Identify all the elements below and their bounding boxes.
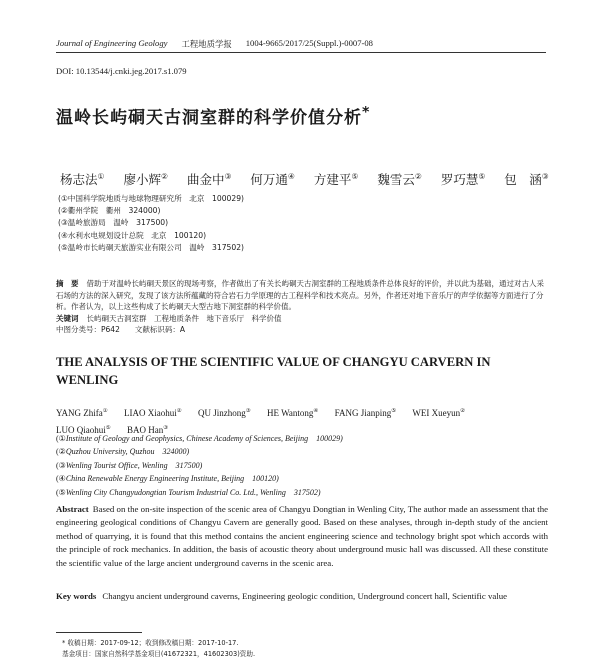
classification-line: 中图分类号：P642 文献标识码：A: [56, 325, 185, 335]
journal-name: Journal of Engineering Geology: [56, 38, 168, 48]
author-en: BAO Han③: [127, 425, 169, 435]
author-en: LUO Qiaohui⑤: [56, 425, 111, 435]
affiliation-en: (⑤Wenling City Changyudongtian Tourism Industrial Co. Ltd., Wenling 317502): [56, 487, 321, 497]
affiliation-en: (④China Renewable Energy Engineering Institute, Beijing 100120): [56, 474, 279, 484]
abstract-label-en: Abstract: [56, 504, 89, 514]
affiliation-cn: (③温岭旅游局 温岭 317500): [58, 218, 169, 228]
doi: DOI: 10.13544/j.cnki.jeg.2017.s1.079: [56, 66, 187, 76]
author-en: FANG Jianping⑤: [334, 408, 397, 418]
abstract-text-en: Based on the on-site inspection of the scenic area of Changyu Dongtian in Wenling City, The author made an assessment that the engineering geological conditions of Changyu Cavern are generally good. Based on these analyses, through in-depth study of the ancient method of quarrying, it is found that this method contains the ancient engineering science and technology bright spot which accords with the principle of rock mechanics. In addition, the basis of acoustic theory about underground music hall was discussed. All these constitute the scientific value of the large ancient underground caverns in the scenic area.: [56, 504, 548, 568]
title-footnote-mark: *: [362, 104, 371, 121]
author-cn: 魏雪云②: [377, 171, 422, 187]
keywords-text-cn: 长屿硐天古洞室群 工程地质条件 地下音乐厅 科学价值: [86, 313, 282, 323]
affiliation-en: (①Institute of Geology and Geophysics, Chinese Academy of Sciences, Beijing 100029): [56, 434, 343, 443]
author-en: HE Wantong④: [267, 408, 319, 418]
author-cn: 杨志法①: [60, 171, 105, 187]
header-rule: [56, 52, 546, 53]
journal-name-cn: 工程地质学报: [181, 39, 232, 49]
author-en: LIAO Xiaohui②: [124, 408, 182, 418]
author-cn: 何万通④: [250, 171, 295, 187]
english-title: THE ANALYSIS OF THE SCIENTIFIC VALUE OF CHANGYU CARVERN IN WENLING: [56, 355, 491, 387]
author-cn: 方建平⑤: [313, 171, 359, 187]
author-cn: 包 涵③: [504, 171, 549, 187]
affiliation-cn: (①中国科学院地质与地球物理研究所 北京 100029): [58, 194, 245, 203]
running-header: [56, 38, 546, 50]
abstract-text-cn: 借助于对温岭长屿硐天景区的现场考察，作者做出了有关长屿硐天古洞室群的工程地质条件总体良好的评价，并以此为基础，通过对古人采石场的方法的深入研究，发现了该方法所蕴藏的符合岩石力学原理的古工程科学和技术亮点。另外，作者还对地下音乐厅的声学依据等方面进行了分析。作者认为，以上这些构成了长屿硐天大型古地下洞室群的科学价值。: [56, 279, 544, 312]
author-cn: 罗巧慧⑤: [440, 171, 486, 187]
affiliation-en: (②Quzhou University, Quzhou 324000): [56, 447, 190, 457]
chinese-keywords: [56, 313, 548, 325]
chinese-authors: [60, 170, 549, 188]
keywords-text-en: Changyu ancient underground caverns, Engineering geologic condition, Underground concert hall, Scientific value: [102, 591, 508, 601]
footnote-dates: * 收稿日期：2017-09-12；收到修改稿日期：2017-10-17.: [62, 639, 239, 647]
author-en: QU Jinzhong③: [198, 408, 251, 418]
footnote-fund: 基金项目：国家自然科学基金项目(41672321，41602303)资助.: [62, 650, 256, 658]
affiliation-en: (③Wenling Tourist Office, Wenling 317500): [56, 460, 203, 470]
affiliation-cn: (②衢州学院 衢州 324000): [58, 206, 161, 216]
chinese-title: [56, 103, 370, 128]
footnote-rule: [56, 632, 142, 633]
author-cn: 曲金中③: [186, 171, 232, 187]
english-abstract: [56, 503, 548, 570]
affiliation-cn: (④水利水电规划设计总院 北京 100120): [58, 230, 207, 240]
issn: 1004-9665/2017/25(Suppl.)-0007-08: [245, 38, 373, 48]
author-cn: 廖小辉②: [123, 171, 168, 187]
chinese-affiliations: [58, 193, 244, 254]
english-keywords: [56, 590, 548, 603]
footnote: [62, 638, 255, 660]
english-affiliations: [56, 432, 343, 499]
author-en: YANG Zhifa①: [56, 408, 108, 418]
keywords-label-en: Key words: [56, 591, 97, 601]
chinese-title-text: 温岭长屿硐天古洞室群的科学价值分析: [56, 108, 362, 128]
chinese-abstract: [56, 278, 548, 313]
abstract-label-cn: 摘 要: [56, 279, 79, 288]
keywords-label-cn: 关键词: [56, 313, 79, 323]
author-en: WEI Xueyun②: [412, 408, 466, 418]
chinese-abstract-block: [56, 278, 548, 336]
affiliation-cn: (⑤温岭市长屿硐天旅游实业有限公司 温岭 317502): [58, 242, 245, 252]
